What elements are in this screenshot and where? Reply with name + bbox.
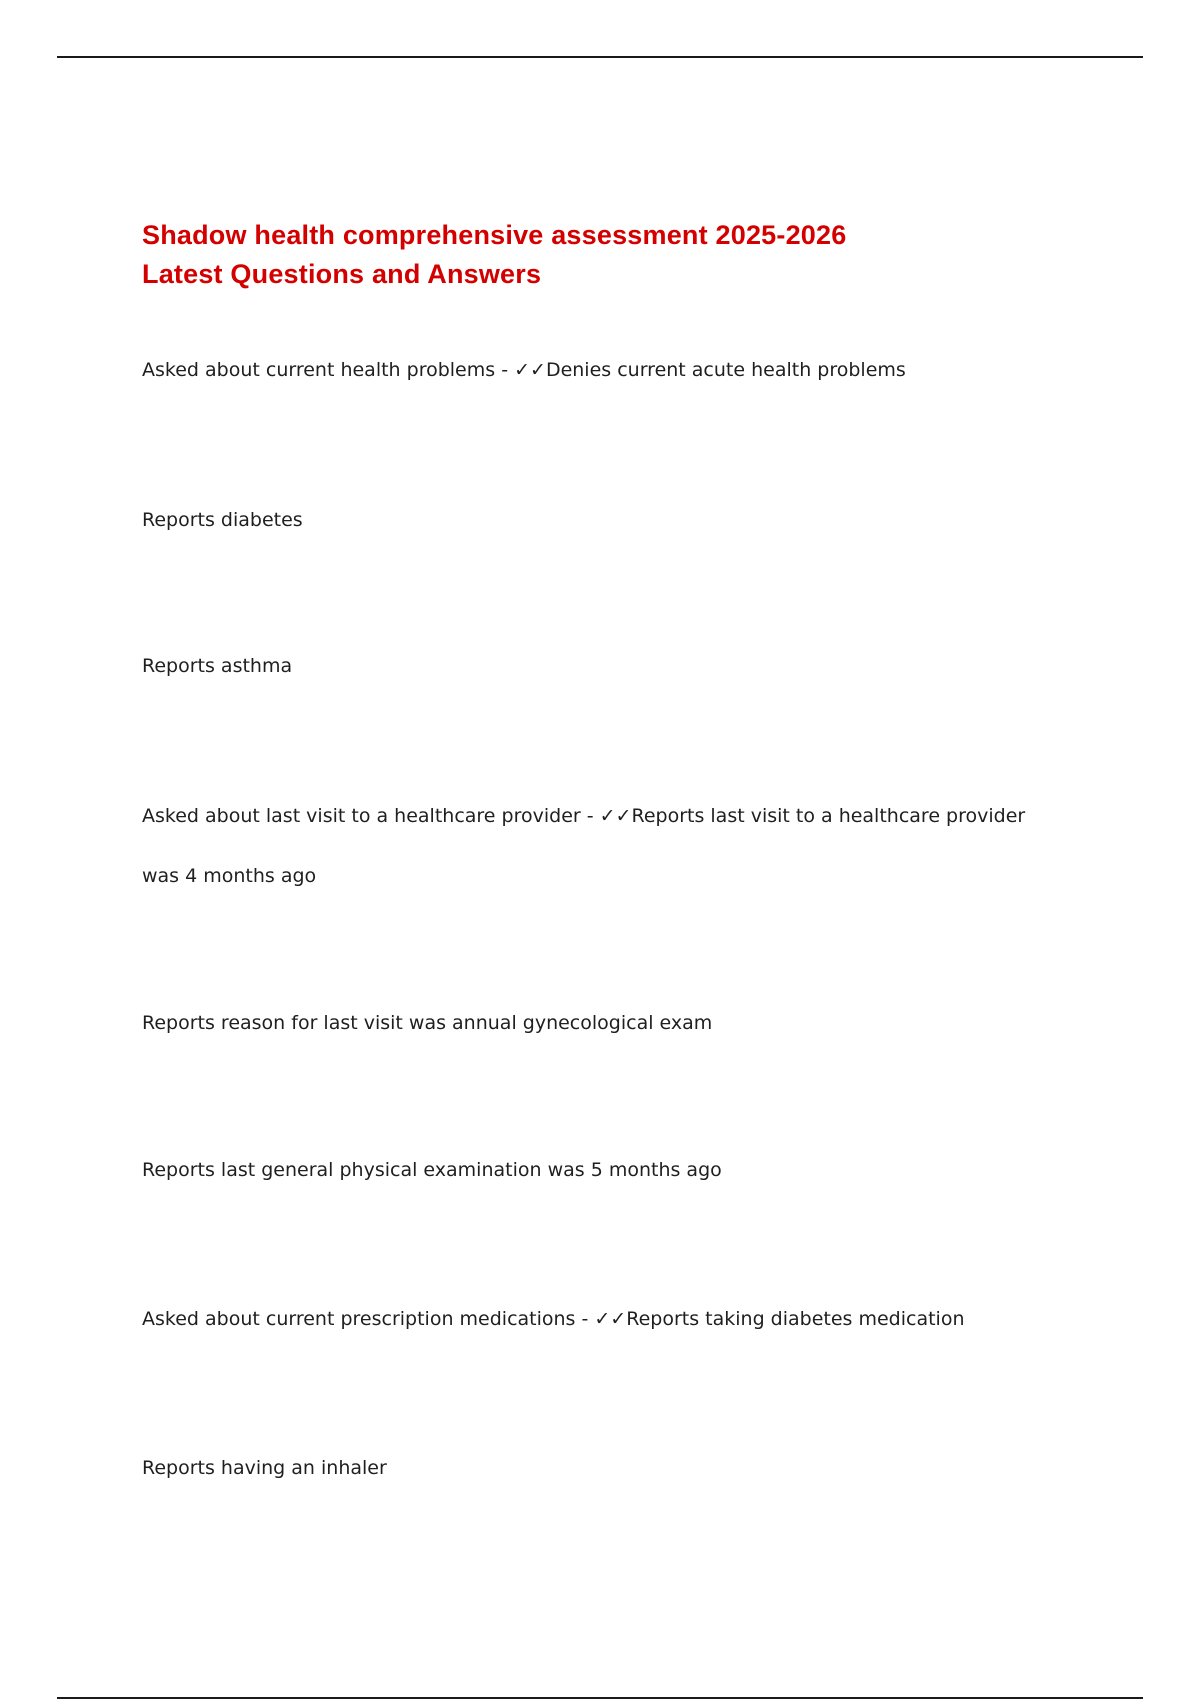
- document-title: [142, 216, 1122, 294]
- qa-item-last-visit: [142, 804, 1025, 828]
- qa-item-reason-last-visit: Reports reason for last visit was annual gynecological exam: [142, 1012, 713, 1034]
- question-text: Asked about current health problems -: [142, 359, 515, 381]
- title-line-1: Shadow health comprehensive assessment 2025-2026: [142, 220, 847, 250]
- question-text: Asked about current prescription medications -: [142, 1308, 595, 1330]
- top-divider: [57, 56, 1143, 58]
- question-text: Asked about last visit to a healthcare provider -: [142, 805, 600, 827]
- qa-item-current-health-problems: [142, 358, 906, 382]
- double-check-icon: ✓✓: [514, 359, 546, 381]
- title-line-2: Latest Questions and Answers: [142, 259, 542, 289]
- qa-item-asthma: Reports asthma: [142, 655, 293, 677]
- double-check-icon: ✓✓: [594, 1308, 627, 1330]
- answer-text: Denies current acute health problems: [545, 359, 906, 381]
- qa-item-last-visit-continuation: was 4 months ago: [142, 865, 317, 887]
- qa-item-prescription-medications: [142, 1307, 965, 1331]
- qa-item-inhaler: Reports having an inhaler: [142, 1457, 387, 1479]
- qa-item-last-physical: Reports last general physical examination was 5 months ago: [142, 1159, 722, 1181]
- double-check-icon: ✓✓: [599, 805, 632, 827]
- qa-item-diabetes: Reports diabetes: [142, 509, 303, 531]
- answer-text: Reports last visit to a healthcare provider: [631, 805, 1026, 827]
- answer-text: Reports taking diabetes medication: [626, 1308, 965, 1330]
- bottom-divider: [57, 1697, 1143, 1699]
